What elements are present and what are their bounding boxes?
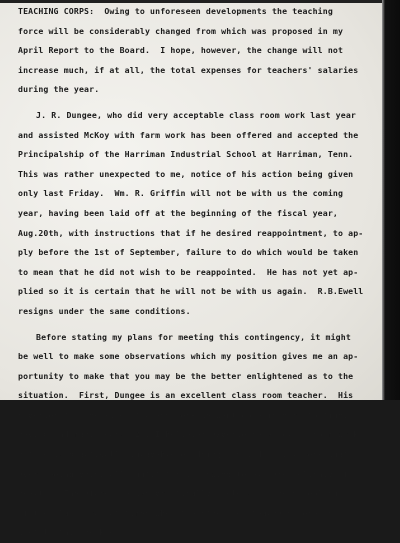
text-line: ply before the 1st of September, failure to do which would be taken xyxy=(18,243,380,263)
text-line: during the year. xyxy=(18,80,380,100)
text-line: of the class room at times when the other men teachers were most xyxy=(18,504,380,524)
paragraph-teaching-corps xyxy=(18,2,380,100)
scan-border-right xyxy=(382,0,400,400)
text-line: Before stating my plans for meeting this contingency, it might xyxy=(18,328,380,348)
text-line: health. Therefore, he was practically useless to the school out xyxy=(18,484,380,504)
text-line: ever, being physically unfit for it, owing to extreme delicacy of xyxy=(18,465,380,485)
text-line: Aug.20th, with instructions that if he desired reappointment, to ap- xyxy=(18,224,380,244)
text-line: Principalship of the Harriman Industrial School at Harriman, Tenn. xyxy=(18,145,380,165)
text-line: portunity to make that you may be the better enlightened as to the xyxy=(18,367,380,387)
text-line: TEACHING CORPS: Owing to unforeseen developments the teaching xyxy=(18,2,380,22)
paragraph-observations xyxy=(18,328,380,543)
text-line: only last Friday. Wm. R. Griffin will not be with us the coming xyxy=(18,184,380,204)
text-line: J. R. Dungee, who did very acceptable class room work last year xyxy=(18,106,380,126)
document-body xyxy=(18,2,380,543)
text-line: useful, this he knew xyxy=(18,523,380,543)
text-line: April Report to the Board. I hope, however, the change will not xyxy=(18,41,380,61)
paragraph-dungee xyxy=(18,106,380,322)
text-line: superior for the kind of class work we want done is hard to find, xyxy=(18,406,380,426)
text-line: plied so it is certain that he will not be with us again. R.B.Ewell xyxy=(18,282,380,302)
text-line: year, having been laid off at the beginning of the fiscal year, xyxy=(18,204,380,224)
text-line: force will be considerably changed from which was proposed in my xyxy=(18,22,380,42)
text-line: but he is practically incapable of doing any industrial work what- xyxy=(18,445,380,465)
text-line: This was rather unexpected to me, notice of his action being given xyxy=(18,165,380,185)
text-line: to mean that he did not wish to be reappointed. He has not yet ap- xyxy=(18,263,380,283)
text-line: situation. First, Dungee is an excellent class room teacher. His xyxy=(18,386,380,406)
text-line: be well to make some observations which my position gives me an ap- xyxy=(18,347,380,367)
text-line: having had many years (20, I believe) experience at class room work, xyxy=(18,425,380,445)
text-line: and assisted McKoy with farm work has been offered and accepted the xyxy=(18,126,380,146)
text-line: increase much, if at all, the total expenses for teachers' salaries xyxy=(18,61,380,81)
text-line: resigns under the same conditions. xyxy=(18,302,380,322)
scan-border-top xyxy=(0,0,400,3)
